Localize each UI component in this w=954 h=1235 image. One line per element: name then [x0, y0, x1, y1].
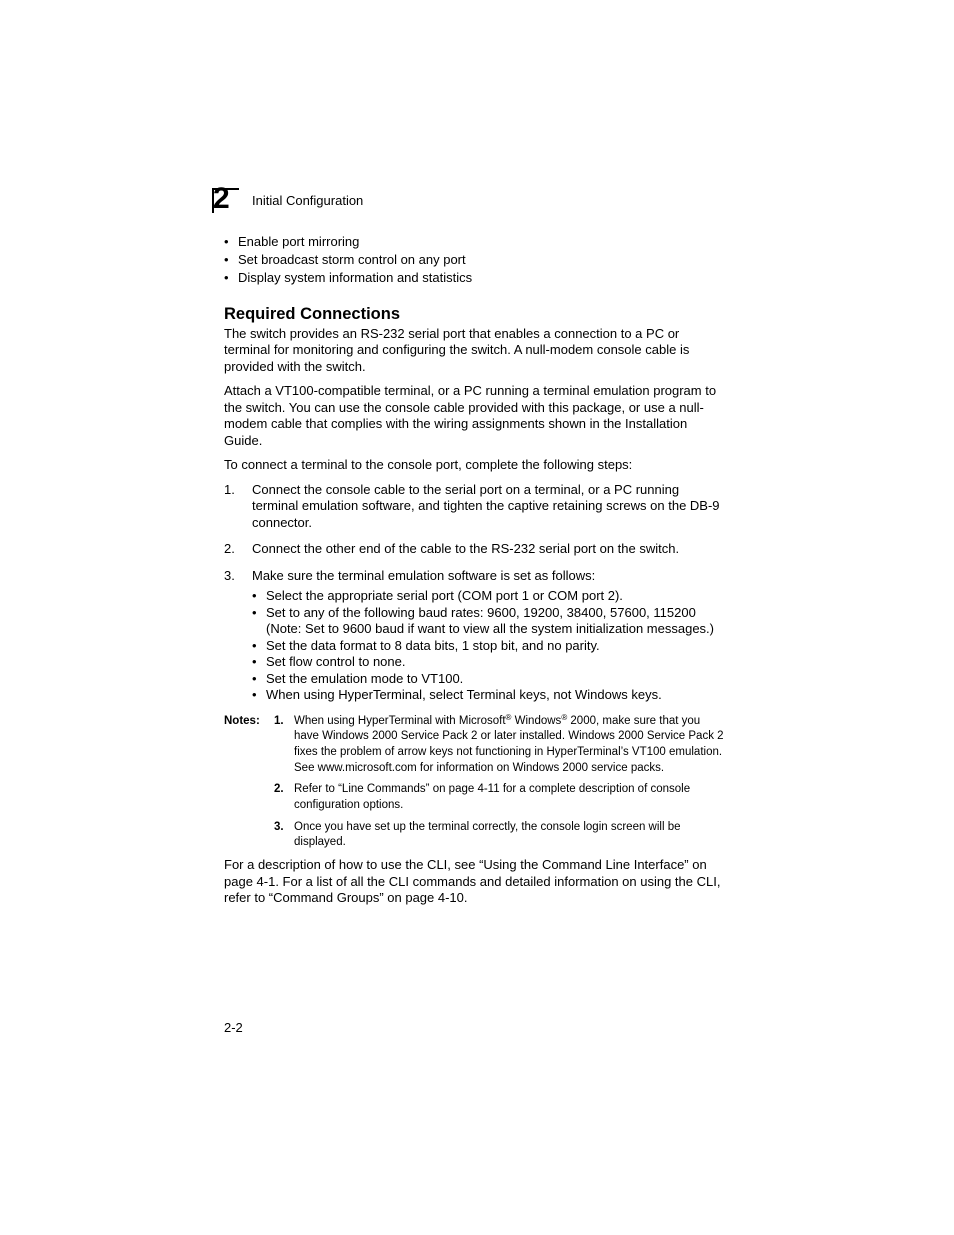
step-number: 1. — [224, 481, 235, 497]
note-item — [224, 714, 724, 777]
note-item — [224, 820, 724, 851]
closing-paragraph: For a description of how to use the CLI, see “Using the Command Line Interface” on page 4-1. For a list of all the CLI commands and detailed information on using the CLI, refer to “Command Groups” on page 4-10. — [224, 857, 721, 906]
notes-label: Notes: — [224, 714, 260, 727]
list-item: • Set the emulation mode to VT100. — [252, 671, 724, 688]
section-heading: Required Connections — [224, 304, 401, 323]
note-item — [224, 782, 724, 813]
intro-bullet-list — [224, 234, 724, 287]
note-text: Refer to “Line Commands” on page 4-11 for a complete description of console configuration options. — [294, 783, 691, 812]
list-item: • Enable port mirroring — [224, 234, 724, 251]
note-text: When using HyperTerminal with Microsoft® Windows® 2000, make sure that you have Windows 2000 Service Pack 2 or later installed. Windows 2000 Service Pack 2 fixes the problem of arrow keys not functioning in HyperTerminal’s VT100 emulation. See www.microsoft.com for information on Windows 2000 service packs. — [294, 712, 724, 774]
list-item: • Set broadcast storm control on any port — [224, 252, 724, 269]
step-text: Connect the console cable to the serial port on a terminal, or a PC running terminal emulation software, and tighten the captive retaining screws on the DB-9 connector. — [252, 481, 720, 530]
note-text: Once you have set up the terminal correctly, the console login screen will be displayed. — [294, 820, 681, 849]
step-text: Make sure the terminal emulation software is set as follows: — [252, 567, 596, 583]
list-item: • Display system information and statistics — [224, 270, 724, 287]
list-item: • Set the data format to 8 data bits, 1 stop bit, and no parity. — [252, 638, 724, 655]
step-item — [224, 541, 724, 558]
step-text: Connect the other end of the cable to the RS-232 serial port on the switch. — [252, 541, 680, 556]
chapter-number: 2 — [213, 182, 229, 215]
list-item: • When using HyperTerminal, select Terminal keys, not Windows keys. — [252, 687, 724, 704]
note-number: 1. — [274, 714, 284, 727]
list-item: • Set to any of the following baud rates: 9600, 19200, 38400, 57600, 115200 (Note: Set to 9600 baud if want to view all the system initialization messages.) — [252, 605, 724, 638]
paragraph: The switch provides an RS-232 serial port that enables a connection to a PC or terminal for monitoring and configuring the switch. A null-modem console cable is provided with the switch. — [224, 325, 690, 374]
steps-list — [224, 482, 724, 704]
list-item: • Set flow control to none. — [252, 654, 724, 671]
terminal-settings-list — [252, 588, 724, 704]
notes-block — [224, 714, 724, 852]
page-number: 2-2 — [224, 1020, 243, 1035]
note-number: 2. — [274, 783, 284, 796]
step-number: 2. — [224, 541, 235, 556]
step-item — [224, 568, 724, 704]
note-number: 3. — [274, 820, 284, 833]
step-item — [224, 482, 724, 532]
list-item: • Select the appropriate serial port (COM port 1 or COM port 2). — [252, 588, 724, 605]
page-content — [224, 234, 724, 915]
paragraph: Attach a VT100-compatible terminal, or a PC running a terminal emulation program to the switch. You can use the console cable provided with this package, or use a null-modem cable that complies with the wiring assignments shown in the Installation Guide. — [224, 383, 717, 448]
step-number: 3. — [224, 567, 235, 583]
paragraph: To connect a terminal to the console port, complete the following steps: — [224, 457, 633, 472]
running-title: Initial Configuration — [252, 193, 364, 208]
